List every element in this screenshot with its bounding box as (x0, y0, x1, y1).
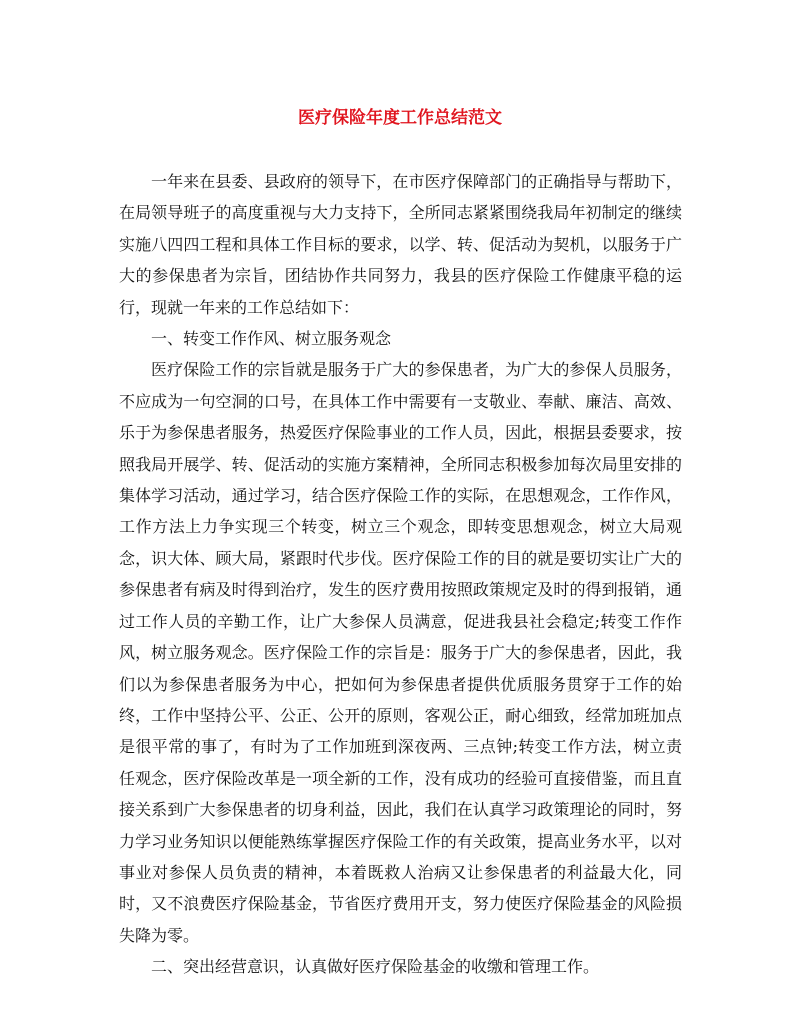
document-body (119, 166, 682, 983)
paragraph-intro: 一年来在县委、县政府的领导下，在市医疗保障部门的正确指导与帮助下，在局领导班子的高度重视与大力支持下，全所同志紧紧围绕我局年初制定的继续实施八四四工程和具体工作目标的要求，以学、转、促活动为契机，以服务于广大的参保患者为宗旨，团结协作共同努力，我县的医疗保险工作健康平稳的运行，现就一年来的工作总结如下： (119, 172, 682, 317)
document-title: 医疗保险年度工作总结范文 (298, 108, 502, 128)
section-heading-2: 二、突出经营意识，认真做好医疗保险基金的收缴和管理工作。 (151, 957, 600, 977)
section-heading-1: 一、转变工作作风、树立服务观念 (151, 329, 392, 349)
paragraph-section-1: 医疗保险工作的宗旨就是服务于广大的参保患者，为广大的参保人员服务，不应成为一句空洞的口号，在具体工作中需要有一支敬业、奉献、廉洁、高效、乐于为参保患者服务，热爱医疗保险事业的工作人员，因此，根据县委要求，按照我局开展学、转、促活动的实施方案精神，全所同志积极参加每次局里安排的集体学习活动，通过学习，结合医疗保险工作的实际，在思想观念，工作作风，工作方法上力争实现三个转变，树立三个观念，即转变思想观念，树立大局观念，识大体、顾大局，紧跟时代步伐。医疗保险工作的目的就是要切实让广大的参保患者有病及时得到治疗，发生的医疗费用按照政策规定及时的得到报销，通过工作人员的辛勤工作，让广大参保人员满意，促进我县社会稳定;转变工作作风，树立服务观念。医疗保险工作的宗旨是：服务于广大的参保患者，因此，我们以为参保患者服务为中心，把如何为参保患者提供优质服务贯穿于工作的始终，工作中坚持公平、公正、公开的原则，客观公正，耐心细致，经常加班加点是很平常的事了，有时为了工作加班到深夜两、三点钟;转变工作方法，树立责任观念，医疗保险改革是一项全新的工作，没有成功的经验可直接借鉴，而且直接关系到广大参保患者的切身利益，因此，我们在认真学习政策理论的同时，努力学习业务知识以便能熟练掌握医疗保险工作的有关政策，提高业务水平，以对事业对参保人员负责的精神，本着既救人治病又让参保患者的利益最大化，同时，又不浪费医疗保险基金，节省医疗费用开支，努力使医疗保险基金的风险损失降为零。 (119, 360, 682, 945)
